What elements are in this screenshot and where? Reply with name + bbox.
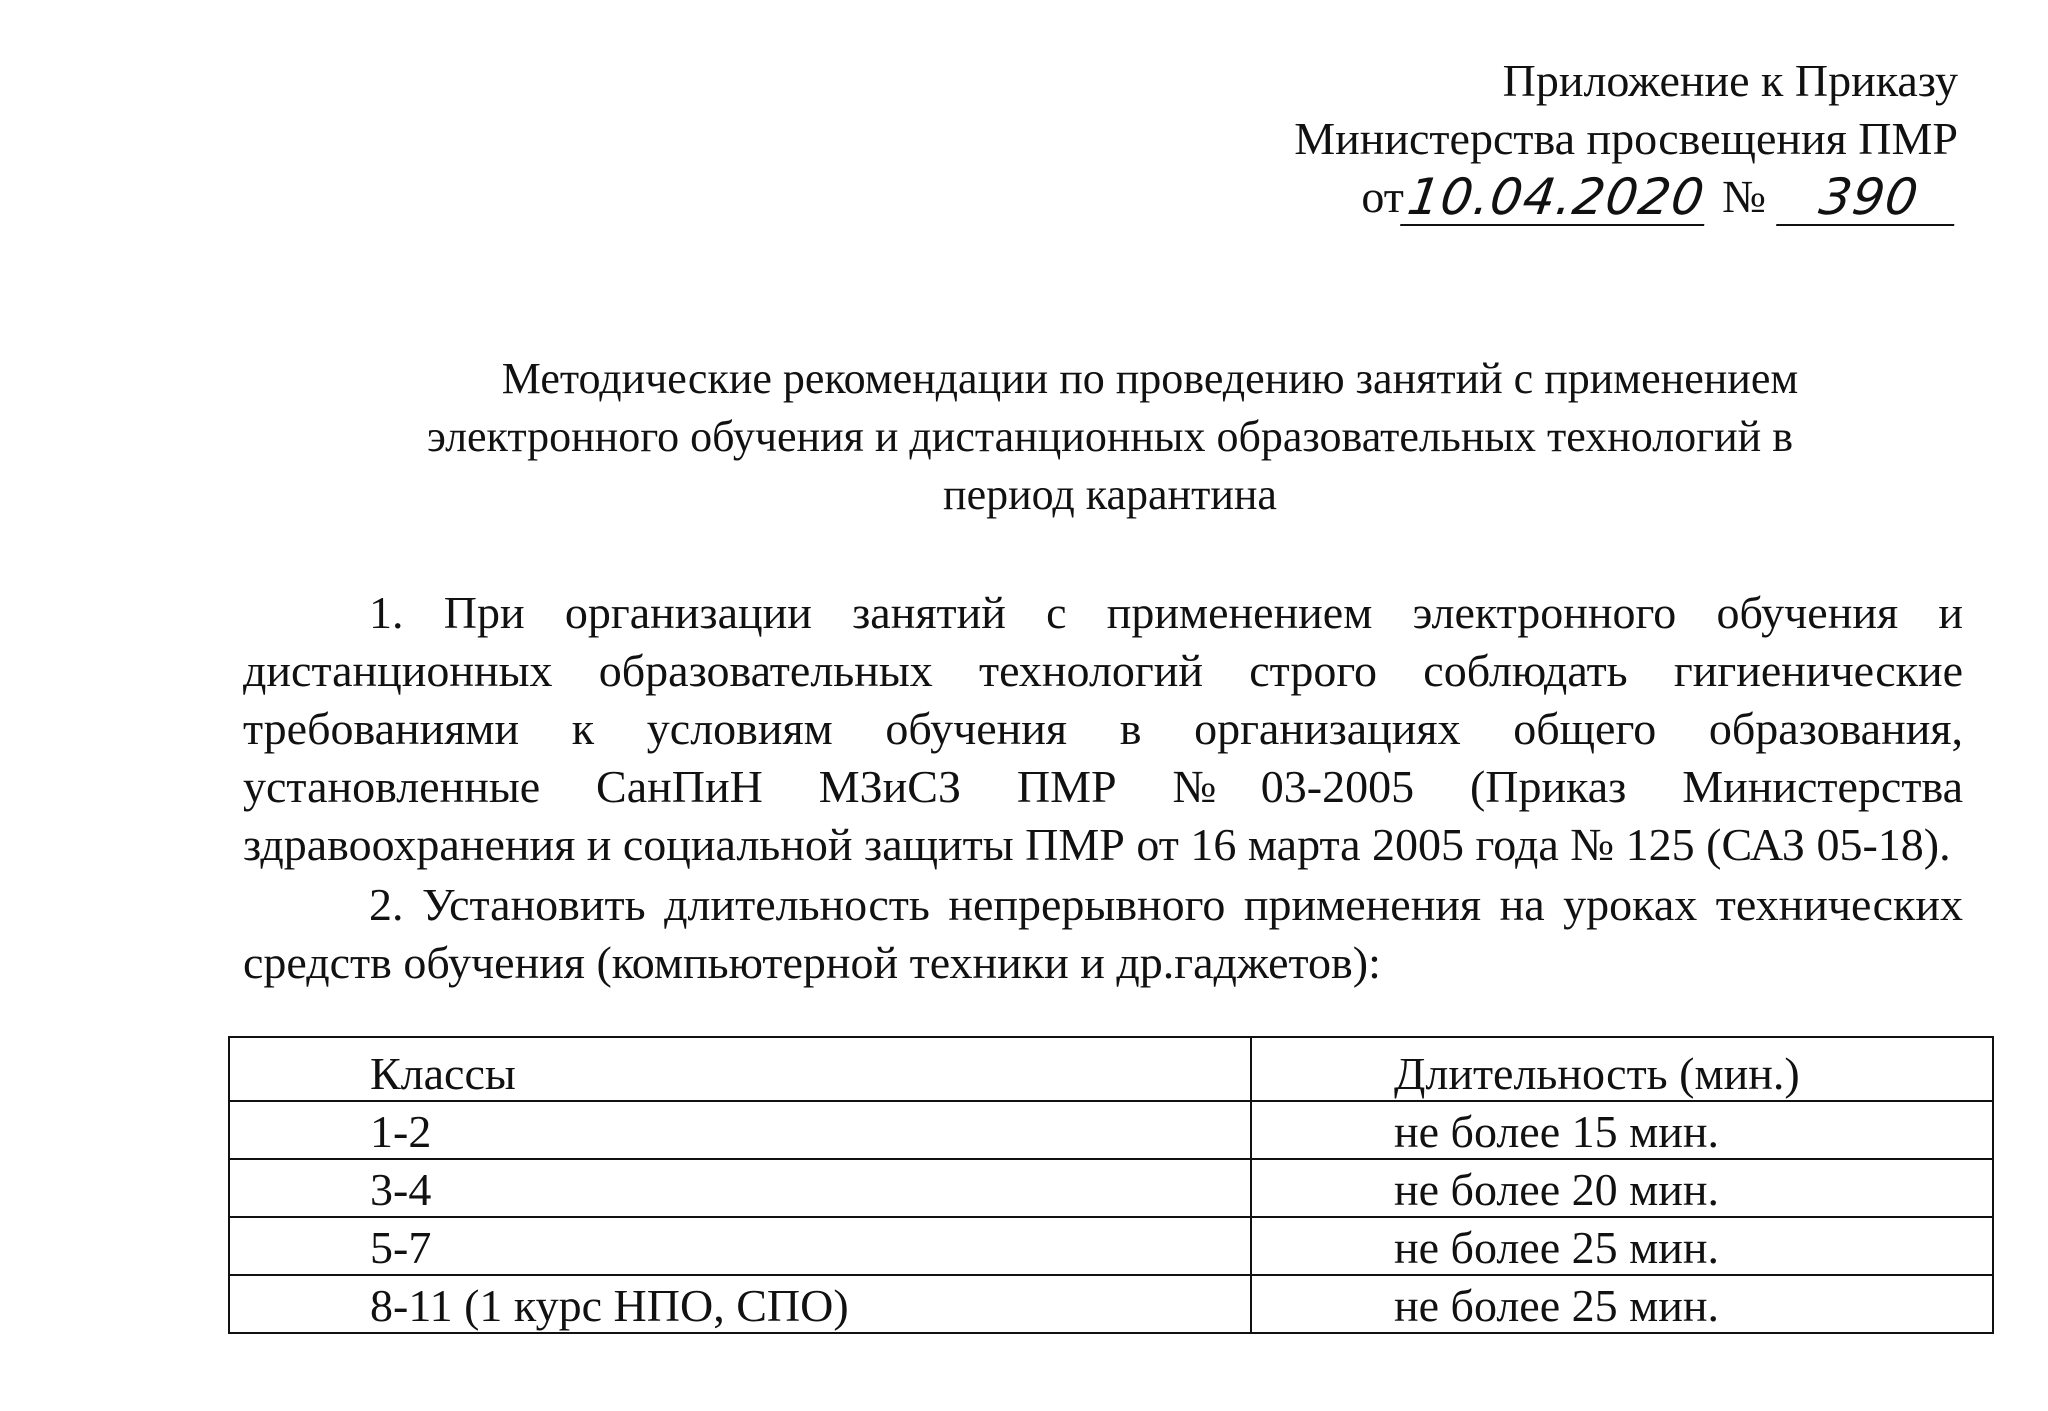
title-line-1: Методические рекомендации по проведению занятий с применением xyxy=(501,354,1799,403)
table-header-row xyxy=(229,1037,1993,1101)
table-row xyxy=(229,1101,1993,1159)
header-date-line xyxy=(1361,168,1958,226)
document-title xyxy=(300,350,1920,524)
paragraph-2: 2. Установить длительность непрерывного применения на уроках технических средств обучения (компьютерной техники и др.гаджетов): xyxy=(243,879,1963,988)
handwritten-number: 390 xyxy=(1776,170,1962,226)
table-cell-class: 5-7 xyxy=(229,1217,1251,1275)
table-cell-class: 1-2 xyxy=(229,1101,1251,1159)
paragraph-1: 1. При организации занятий с применением электронного обучения и дистанционных образовательных технологий строго соблюдать гигиенические требованиями к условиям обучения в организациях общего образования, установленные СанПиН МЗиСЗ ПМР №03-2005 (Приказ Министерства здравоохранения и социальной защиты ПМР от 16 марта 2005 года № 125 (САЗ 05-18). xyxy=(243,587,1963,870)
duration-table xyxy=(228,1036,1994,1334)
table-cell-duration: не более 20 мин. xyxy=(1251,1159,1993,1217)
document-body xyxy=(243,584,1963,992)
title-line-2: электронного обучения и дистанционных образовательных технологий в xyxy=(426,412,1794,461)
table-cell-class: 3-4 xyxy=(229,1159,1251,1217)
handwritten-date: 10.04.2020 xyxy=(1400,170,1712,226)
table-row xyxy=(229,1159,1993,1217)
column-header-classes: Классы xyxy=(229,1037,1251,1101)
table-cell-duration: не более 25 мин. xyxy=(1251,1275,1993,1333)
date-prefix: от xyxy=(1361,171,1404,222)
table-cell-duration: не более 15 мин. xyxy=(1251,1101,1993,1159)
title-line-3: период карантина xyxy=(943,470,1277,519)
table-cell-duration: не более 25 мин. xyxy=(1251,1217,1993,1275)
table-row xyxy=(229,1217,1993,1275)
column-header-duration: Длительность (мин.) xyxy=(1251,1037,1993,1101)
table-row xyxy=(229,1275,1993,1333)
table-cell-class: 8-11 (1 курс НПО, СПО) xyxy=(229,1275,1251,1333)
header-line-2: Министерства просвещения ПМР xyxy=(1294,113,1958,164)
header-line-1: Приложение к Приказу xyxy=(1502,55,1958,106)
number-prefix: № xyxy=(1722,171,1766,222)
header-block xyxy=(1294,52,1958,226)
